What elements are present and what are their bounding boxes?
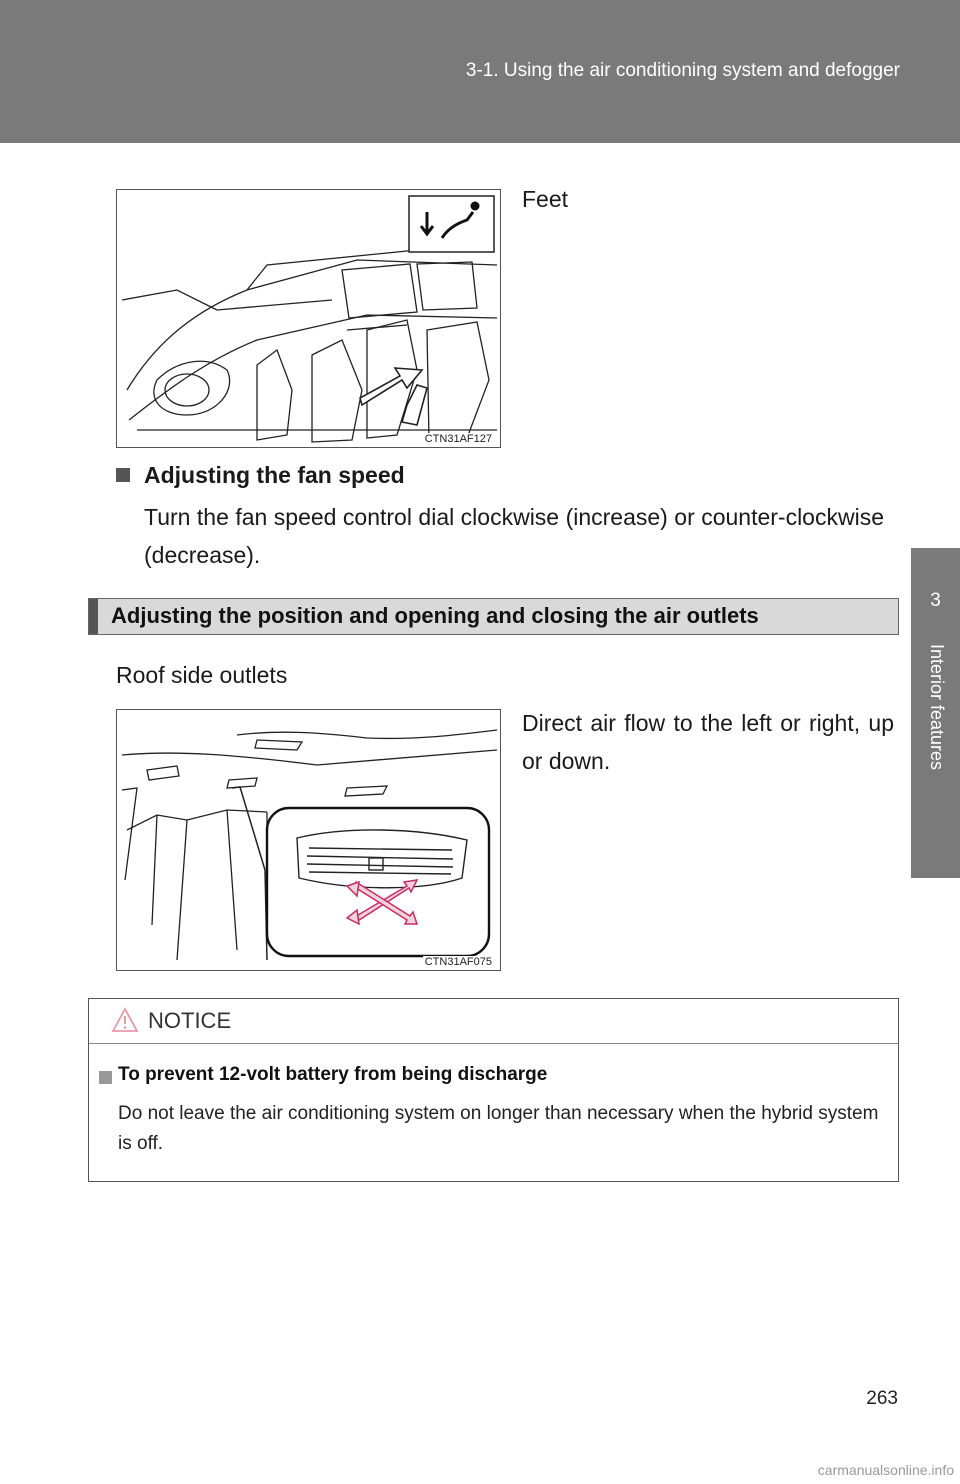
roof-outlets-caption: Direct air flow to the left or right, up or down.: [522, 710, 894, 774]
roof-outlet-drawing: [117, 710, 500, 970]
notice-bullet: [99, 1071, 112, 1084]
warning-icon: [111, 1007, 139, 1033]
chapter-number: 3: [930, 590, 941, 611]
car-interior-drawing: [117, 190, 500, 447]
page-header: [0, 0, 960, 143]
notice-subheading: To prevent 12-volt battery from being discharge: [118, 1064, 548, 1085]
figure-code: CTN31AF075: [424, 956, 492, 968]
footer-watermark: carmanualsonline.info: [817, 1462, 954, 1478]
roof-outlet-illustration: [116, 709, 501, 971]
fan-speed-heading: [144, 462, 405, 489]
fan-speed-heading-text: Adjusting the fan speed: [144, 462, 405, 488]
notice-box: [88, 998, 899, 1182]
header-title: 3-1. Using the air conditioning system and defogger: [465, 60, 900, 81]
roof-outlets-label: Roof side outlets: [116, 662, 288, 688]
subheading-bullet: [116, 468, 130, 482]
chapter-tab: [911, 548, 960, 878]
figure-code: CTN31AF127: [424, 433, 492, 445]
feet-mode-illustration: [116, 189, 501, 448]
section-title: Adjusting the position and opening and closing the air outlets: [111, 603, 759, 628]
notice-header: [89, 999, 898, 1044]
notice-body: Do not leave the air conditioning system on longer than necessary when the hybrid system is off.: [118, 1103, 879, 1154]
fan-speed-text: Turn the fan speed control dial clockwise (increase) or counter-clockwise (decrease).: [144, 504, 884, 568]
feet-caption: Feet: [522, 186, 569, 212]
chapter-label: Interior features: [927, 644, 947, 771]
section-header: [88, 598, 899, 635]
section-marker: [89, 599, 98, 634]
notice-title: NOTICE: [148, 1008, 232, 1033]
page-number: 263: [866, 1388, 898, 1409]
feet-mode-icon: [409, 196, 494, 252]
